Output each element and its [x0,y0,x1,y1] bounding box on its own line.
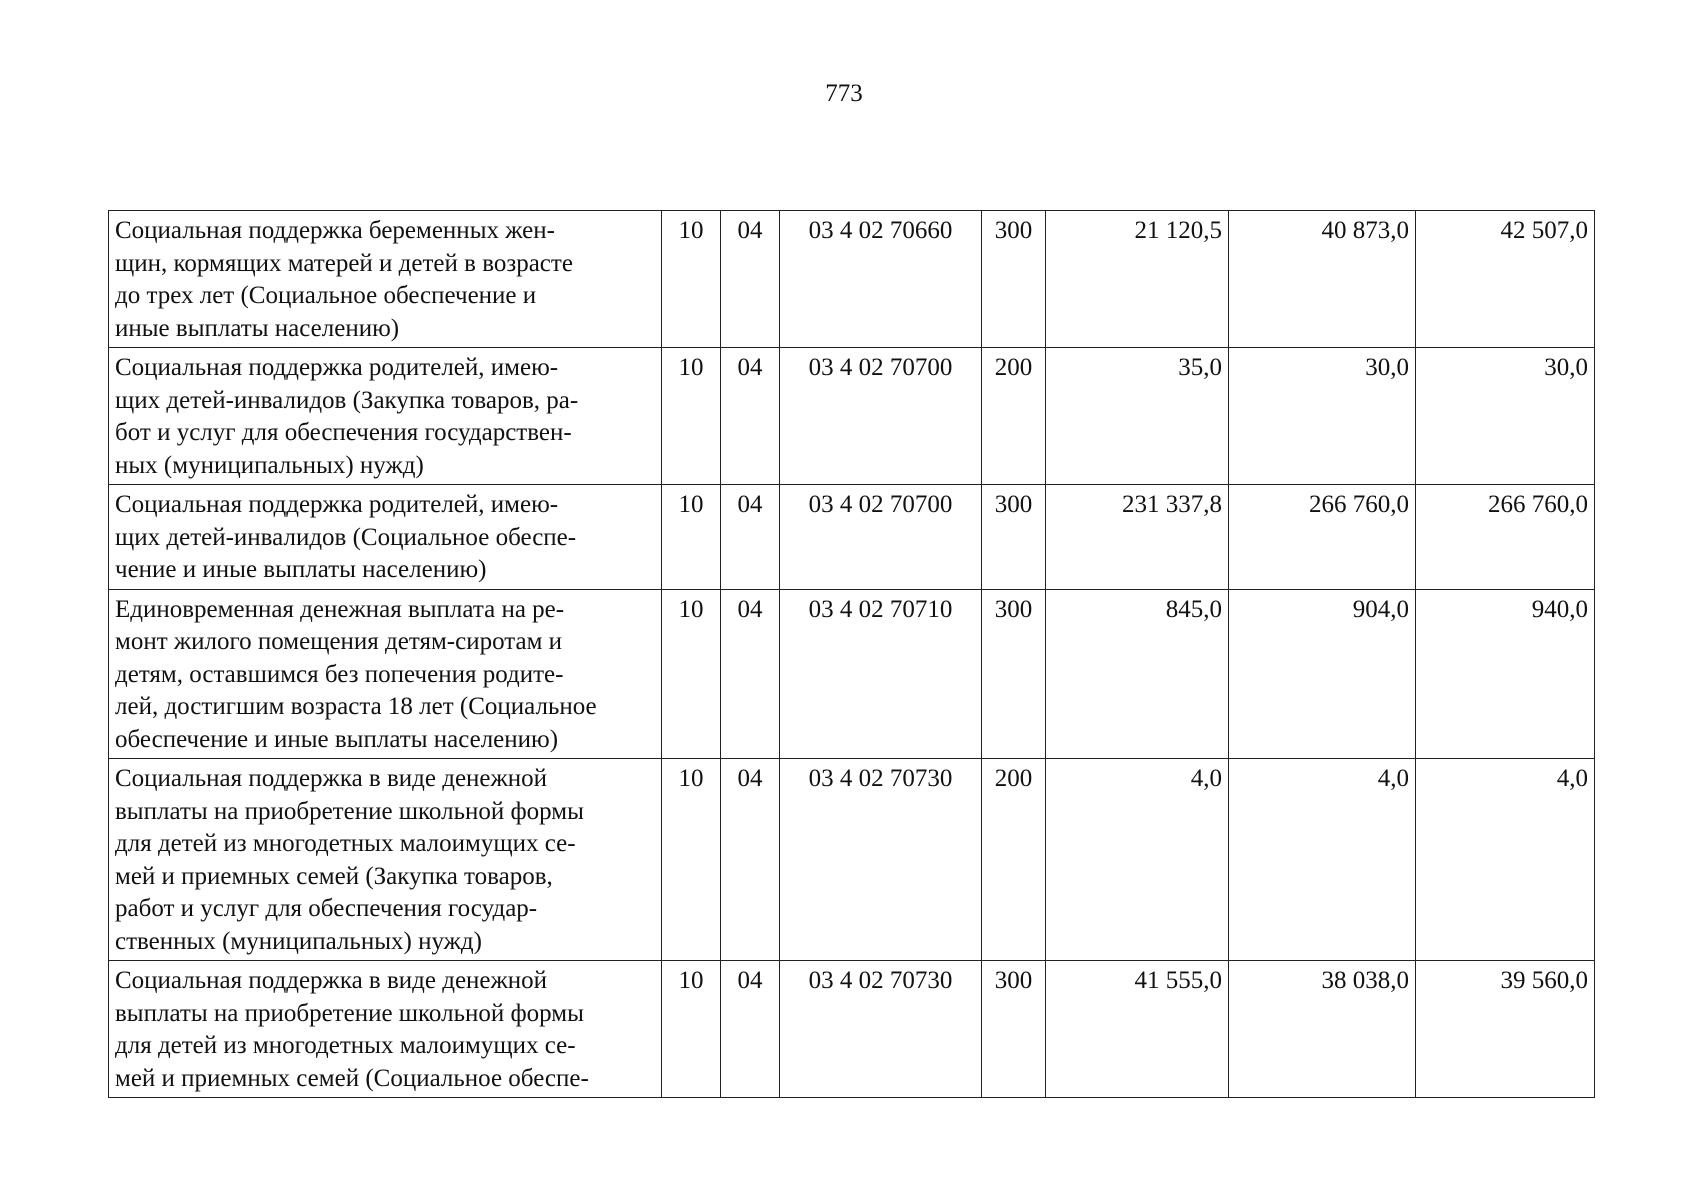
description-line: выплаты на приобретение школьной формы [115,999,584,1027]
description-line: детям, оставшимся без попечения родите- [115,660,564,688]
description-line: Социальная поддержка в виде денежной [115,967,548,994]
amount-3-cell: 30,0 [1416,348,1595,485]
amount-3-cell: 266 760,0 [1416,485,1595,590]
amount-3-cell: 940,0 [1416,589,1595,759]
expense-type-cell: 300 [982,485,1046,590]
target-code-cell: 03 4 02 70730 [780,759,982,961]
description-line: щин, кормящих матерей и детей в возрасте [115,249,573,277]
table-row [109,961,1595,1098]
subsection-cell: 04 [721,485,780,590]
amount-3-cell: 42 507,0 [1416,211,1595,348]
section-cell: 10 [662,589,721,759]
description-line: иные выплаты населению) [115,314,400,342]
amount-1-cell: 21 120,5 [1046,211,1229,348]
amount-2-cell: 38 038,0 [1229,961,1416,1098]
expense-type-cell: 300 [982,589,1046,759]
description-line: лей, достигшим возраста 18 лет (Социальное [115,693,597,720]
target-code-cell: 03 4 02 70700 [780,485,982,590]
table-row [109,348,1595,485]
amount-3-cell: 4,0 [1416,759,1595,961]
amount-1-cell: 41 555,0 [1046,961,1229,1098]
description-line: бот и услуг для обеспечения государствен- [115,419,572,446]
description-line: работ и услуг для обеспечения государ- [115,895,538,922]
description-cell [109,485,662,590]
amount-2-cell: 40 873,0 [1229,211,1416,348]
description-cell [109,759,662,961]
subsection-cell: 04 [721,211,780,348]
description-line: для детей из многодетных малоимущих се- [115,830,576,857]
subsection-cell: 04 [721,961,780,1098]
description-line: монт жилого помещения детям-сиротам и [115,628,563,655]
subsection-cell: 04 [721,759,780,961]
description-line: для детей из многодетных малоимущих се- [115,1032,576,1059]
table-row [109,485,1595,590]
subsection-cell: 04 [721,589,780,759]
amount-2-cell: 30,0 [1229,348,1416,485]
amount-3-cell: 39 560,0 [1416,961,1595,1098]
amount-2-cell: 266 760,0 [1229,485,1416,590]
description-line: обеспечение и иные выплаты населению) [115,725,559,753]
expense-type-cell: 300 [982,961,1046,1098]
amount-2-cell: 904,0 [1229,589,1416,759]
section-cell: 10 [662,211,721,348]
description-line: чение и иные выплаты населению) [115,556,487,583]
amount-1-cell: 845,0 [1046,589,1229,759]
subsection-cell: 04 [721,348,780,485]
description-line: щих детей-инвалидов (Закупка товаров, ра- [115,386,579,414]
amount-1-cell: 4,0 [1046,759,1229,961]
table-row [109,759,1595,961]
amount-2-cell: 4,0 [1229,759,1416,961]
amount-1-cell: 35,0 [1046,348,1229,485]
target-code-cell: 03 4 02 70700 [780,348,982,485]
description-line: Социальная поддержка в виде денежной [115,765,548,792]
target-code-cell: 03 4 02 70660 [780,211,982,348]
section-cell: 10 [662,485,721,590]
expense-type-cell: 200 [982,348,1046,485]
description-line: мей и приемных семей (Социальное обеспе- [115,1064,589,1092]
description-line: ных (муниципальных) нужд) [115,451,424,479]
table-body [109,211,1595,1098]
section-cell: 10 [662,348,721,485]
section-cell: 10 [662,961,721,1098]
section-cell: 10 [662,759,721,961]
description-line: щих детей-инвалидов (Социальное обеспе- [115,523,577,551]
description-cell [109,348,662,485]
page-number: 773 [825,80,863,107]
description-line: Единовременная денежная выплата на ре- [115,595,565,623]
description-line: Социальная поддержка беременных жен- [115,217,555,244]
amount-1-cell: 231 337,8 [1046,485,1229,590]
target-code-cell: 03 4 02 70730 [780,961,982,1098]
expense-type-cell: 300 [982,211,1046,348]
table-row [109,211,1595,348]
budget-table [108,210,1595,1098]
expense-type-cell: 200 [982,759,1046,961]
description-line: мей и приемных семей (Закупка товаров, [115,862,553,890]
description-line: выплаты на приобретение школьной формы [115,797,584,825]
description-line: Социальная поддержка родителей, имею- [115,491,559,518]
target-code-cell: 03 4 02 70710 [780,589,982,759]
description-line: Социальная поддержка родителей, имею- [115,354,559,381]
description-cell [109,589,662,759]
description-cell [109,211,662,348]
description-line: ственных (муниципальных) нужд) [115,927,482,955]
table-row [109,589,1595,759]
description-line: до трех лет (Социальное обеспечение и [115,282,537,309]
description-cell [109,961,662,1098]
